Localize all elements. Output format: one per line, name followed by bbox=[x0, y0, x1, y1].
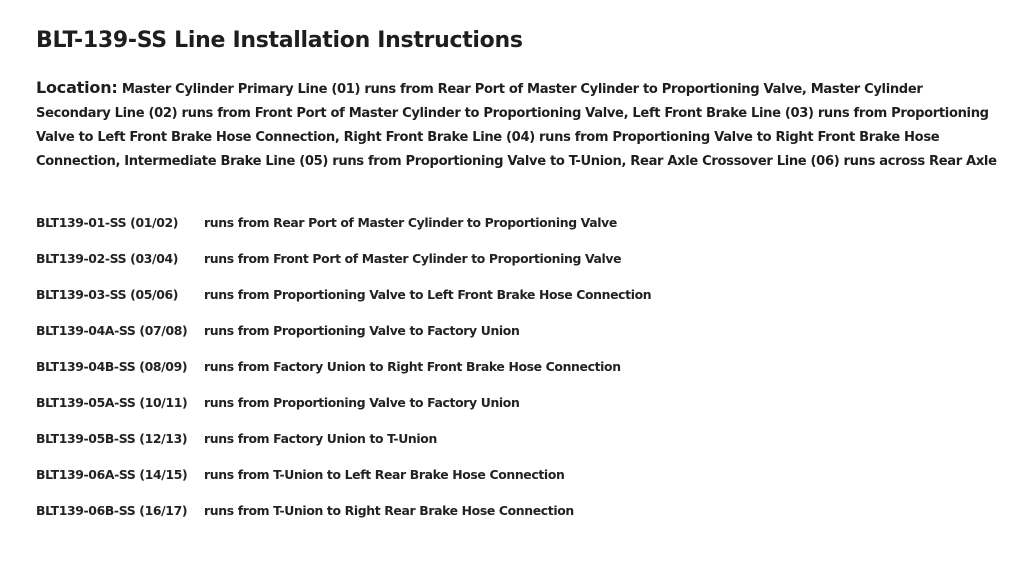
page-title: BLT-139-SS Line Installation Instructions bbox=[36, 28, 523, 53]
line-part-number: BLT139-06B-SS (16/17) bbox=[36, 502, 188, 518]
location-paragraph bbox=[36, 76, 998, 174]
line-description: runs from Factory Union to T-Union bbox=[204, 430, 437, 446]
line-row-04a bbox=[36, 313, 996, 349]
line-row-06b bbox=[36, 492, 996, 528]
instruction-page bbox=[36, 0, 1006, 580]
line-row-02 bbox=[36, 241, 996, 277]
line-part-number: BLT139-03-SS (05/06) bbox=[36, 287, 179, 303]
line-part-number: BLT139-05B-SS (12/13) bbox=[36, 430, 188, 446]
line-description: runs from Proportioning Valve to Left Front Brake Hose Connection bbox=[204, 287, 652, 303]
line-part-number: BLT139-04B-SS (08/09) bbox=[36, 359, 188, 375]
line-row-05b bbox=[36, 420, 996, 456]
line-description: runs from T-Union to Left Rear Brake Hose Connection bbox=[204, 466, 565, 482]
line-part-number: BLT139-02-SS (03/04) bbox=[36, 251, 179, 267]
line-description: runs from T-Union to Right Rear Brake Hose Connection bbox=[204, 502, 574, 518]
line-part-number: BLT139-01-SS (01/02) bbox=[36, 215, 179, 231]
line-part-number: BLT139-06A-SS (14/15) bbox=[36, 466, 188, 482]
line-description: runs from Front Port of Master Cylinder to Proportioning Valve bbox=[204, 251, 622, 267]
line-list bbox=[36, 205, 996, 528]
line-row-05a bbox=[36, 384, 996, 420]
line-description: runs from Rear Port of Master Cylinder to Proportioning Valve bbox=[204, 215, 617, 231]
line-row-01 bbox=[36, 205, 996, 241]
location-text: Master Cylinder Primary Line (01) runs from Rear Port of Master Cylinder to Proportioning Valve, Master Cylinder Secondary Line (02) runs from Front Port of Master Cylinder to Proportioning Valve, Left Front Brake Line (03) runs from Proportioning Valve to Left Front Brake Hose Connection, Right Front Brake Line (04) runs from Proportioning Valve to Right Front Brake Hose Connection, Intermediate Brake Line (05) runs from Proportioning Valve to T-Union, Rear Axle Crossover Line (06) runs across Rear Axle bbox=[36, 82, 997, 169]
line-part-number: BLT139-04A-SS (07/08) bbox=[36, 323, 188, 339]
line-description: runs from Proportioning Valve to Factory Union bbox=[204, 323, 520, 339]
line-description: runs from Proportioning Valve to Factory Union bbox=[204, 394, 520, 410]
line-row-03 bbox=[36, 277, 996, 313]
line-description: runs from Factory Union to Right Front Brake Hose Connection bbox=[204, 359, 621, 375]
line-row-04b bbox=[36, 349, 996, 385]
location-label: Location: bbox=[36, 78, 118, 97]
line-row-06a bbox=[36, 456, 996, 492]
line-part-number: BLT139-05A-SS (10/11) bbox=[36, 394, 188, 410]
